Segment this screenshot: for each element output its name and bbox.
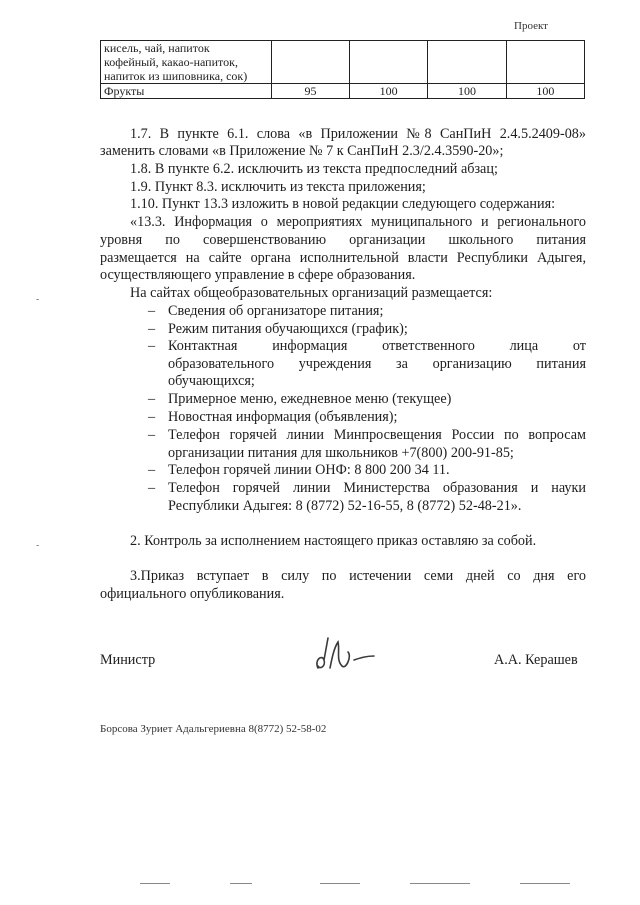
nutrition-table [100,40,585,99]
paragraph-13-3-line2: уровня по совершенствованию организации школьного питания [100,232,586,248]
signatory-position: Министр [100,652,156,668]
table-cell-value [506,41,584,84]
sites-intro: На сайтах общеобразовательных организаций размещается: [130,285,493,301]
list-dash: – [148,391,156,407]
paragraph-1-9: 1.9. Пункт 8.3. исключить из текста приложения; [130,179,426,195]
scan-artifact [140,883,170,884]
list-dash: – [148,338,156,354]
scan-artifact [520,883,570,884]
table-cell-value: 95 [271,84,349,99]
table-cell-name: кисель, чай, напиток кофейный, какао-напиток, напиток из шиповника, сок) [101,41,272,84]
table-cell-value [349,41,427,84]
paragraph-3-line1: 3.Приказ вступает в силу по истечении семи дней со дня его [130,568,586,584]
list-dash: – [148,462,156,478]
margin-mark: - [36,540,40,551]
paragraph-13-3-line3: размещается на сайте органа исполнительной власти Республики Адыгея, [100,250,586,266]
table-row [101,41,585,84]
table-cell-value: 100 [506,84,584,99]
table-cell-value: 100 [428,84,506,99]
scan-artifact [230,883,252,884]
paragraph-13-3-line4: осуществляющего управление в сфере образования. [100,267,416,283]
signatory-name: А.А. Керашев [494,652,578,668]
handwritten-signature [308,630,388,675]
paragraph-1-7-line2: заменить словами «в Приложение № 7 к СанПиН 2.3/2.4.3590-20»; [100,143,504,159]
paragraph-3-line2: официального опубликования. [100,586,285,602]
table-cell-value [428,41,506,84]
table-cell-name: Фрукты [101,84,272,99]
list-dash: – [148,427,156,443]
list-dash: – [148,321,156,337]
table-cell-value: 100 [349,84,427,99]
scan-artifact [410,883,470,884]
scan-artifact [320,883,360,884]
paragraph-13-3-line1: «13.3. Информация о мероприятиях муниципального и регионального [130,214,586,230]
list-dash: – [148,409,156,425]
paragraph-2: 2. Контроль за исполнением настоящего приказ оставляю за собой. [130,533,537,549]
list-dash: – [148,303,156,319]
list-dash: – [148,480,156,496]
executor-contact: Борсова Зуриет Адальгериевна 8(8772) 52-58-02 [100,723,327,735]
paragraph-1-7-line1: 1.7. В пункте 6.1. слова «в Приложении №8 СанПиН 2.4.5.2409-08» [130,126,586,142]
table-cell-value [271,41,349,84]
paragraph-1-8: 1.8. В пункте 6.2. исключить из текста предпоследний абзац; [130,161,498,177]
table-row [101,84,585,99]
draft-label: Проект [514,20,548,32]
paragraph-1-10: 1.10. Пункт 13.3 изложить в новой редакции следующего содержания: [130,196,556,212]
margin-mark: - [36,294,40,305]
